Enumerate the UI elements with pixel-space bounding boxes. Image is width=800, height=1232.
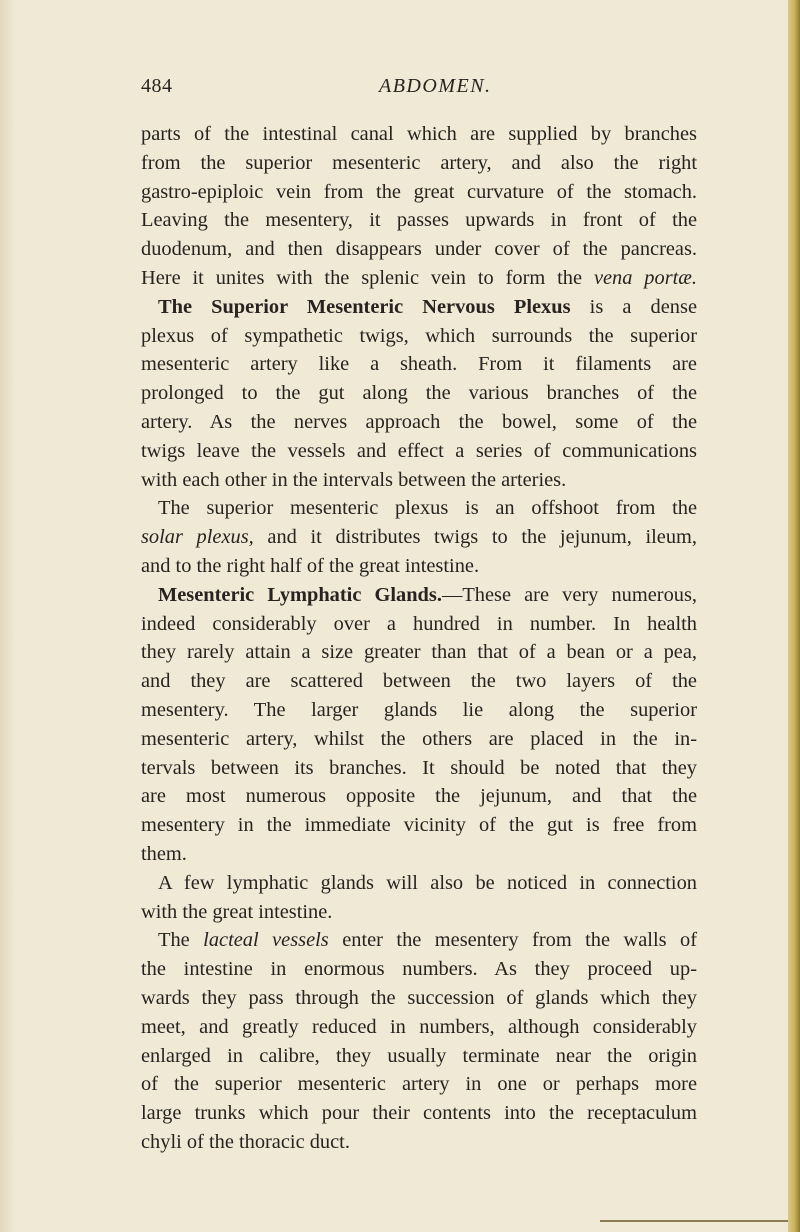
text-line: A few lymphatic glands will also be noticed in connection (158, 871, 697, 894)
text-line: mesenteric artery like a sheath. From it filaments are (141, 353, 697, 376)
text-line: mesentery. The larger glands lie along the superior (141, 698, 697, 721)
text-line: they rarely attain a size greater than that of a bean or a pea, (141, 641, 697, 664)
text-line: gastro-epiploic vein from the great curvature of the stomach. (141, 180, 697, 203)
text-line: meet, and greatly reduced in numbers, although considerably (141, 1015, 697, 1038)
text-line: wards they pass through the succession of glands which they (141, 986, 697, 1009)
text-line: chyli of the thoracic duct. (141, 1130, 350, 1153)
text-line: the intestine in enormous numbers. As they proceed up- (141, 958, 697, 981)
page-bottom-rule (600, 1220, 788, 1222)
text-line: parts of the intestinal canal which are supplied by branches (141, 123, 697, 145)
text-line: Leaving the mesentery, it passes upwards in front of the (141, 209, 697, 232)
text-line: duodenum, and then disappears under cover of the pancreas. (141, 238, 697, 261)
text-line-heading: Mesenteric Lymphatic Glands.—These are very numerous, (158, 583, 697, 606)
page-number: 484 (141, 75, 173, 97)
text-line: mesentery in the immediate vicinity of the gut is free from (141, 814, 697, 837)
term-solar-plexus: solar plexus, (141, 526, 254, 549)
text-line: tervals between its branches. It should be noted that they (141, 756, 697, 779)
text-line: Here it unites with the splenic vein to form the vena portæ. (141, 266, 698, 289)
running-title: ABDOMEN. (379, 75, 492, 97)
text-line: large trunks which pour their contents into the receptaculum (141, 1102, 697, 1125)
text-line-heading: The Superior Mesenteric Nervous Plexus is a dense (158, 295, 697, 318)
text-line: artery. As the nerves approach the bowel, some of the (141, 410, 697, 433)
text-line: indeed considerably over a hundred in number. In health (141, 612, 697, 635)
heading-mesenteric-lymphatic-glands: Mesenteric Lymphatic Glands. (158, 583, 442, 606)
text-line: them. (141, 842, 187, 865)
term-vena-portae: vena portæ. (593, 266, 698, 289)
body-text (141, 120, 697, 1157)
text-line: are most numerous opposite the jejunum, and that the (141, 785, 697, 808)
text-line: twigs leave the vessels and effect a series of communications (141, 439, 697, 462)
text-line: solar plexus, and it distributes twigs to the jejunum, ileum, (141, 526, 697, 549)
text-line: The superior mesenteric plexus is an offshoot from the (158, 497, 697, 520)
running-header (141, 75, 701, 105)
page-left-edge (0, 0, 14, 1232)
heading-superior-mesenteric-plexus: The Superior Mesenteric Nervous Plexus (158, 295, 571, 318)
text-line: plexus of sympathetic twigs, which surrounds the superior (141, 324, 697, 347)
text-line: from the superior mesenteric artery, and also the right (141, 151, 697, 174)
page-right-edge (788, 0, 800, 1232)
text-line: of the superior mesenteric artery in one or perhaps more (141, 1073, 697, 1096)
text-line: prolonged to the gut along the various branches of the (141, 382, 697, 405)
text-line: mesenteric artery, whilst the others are placed in the in- (141, 727, 697, 750)
text-line: and they are scattered between the two layers of the (141, 670, 697, 693)
term-lacteal-vessels: lacteal vessels (203, 929, 329, 952)
text-line: enlarged in calibre, they usually terminate near the origin (141, 1044, 697, 1067)
text-line: with each other in the intervals between the arteries. (141, 468, 567, 491)
text-line: and to the right half of the great intestine. (141, 554, 480, 577)
text-line: with the great intestine. (141, 900, 333, 923)
text-line: The lacteal vessels enter the mesentery from the walls of (158, 929, 697, 952)
